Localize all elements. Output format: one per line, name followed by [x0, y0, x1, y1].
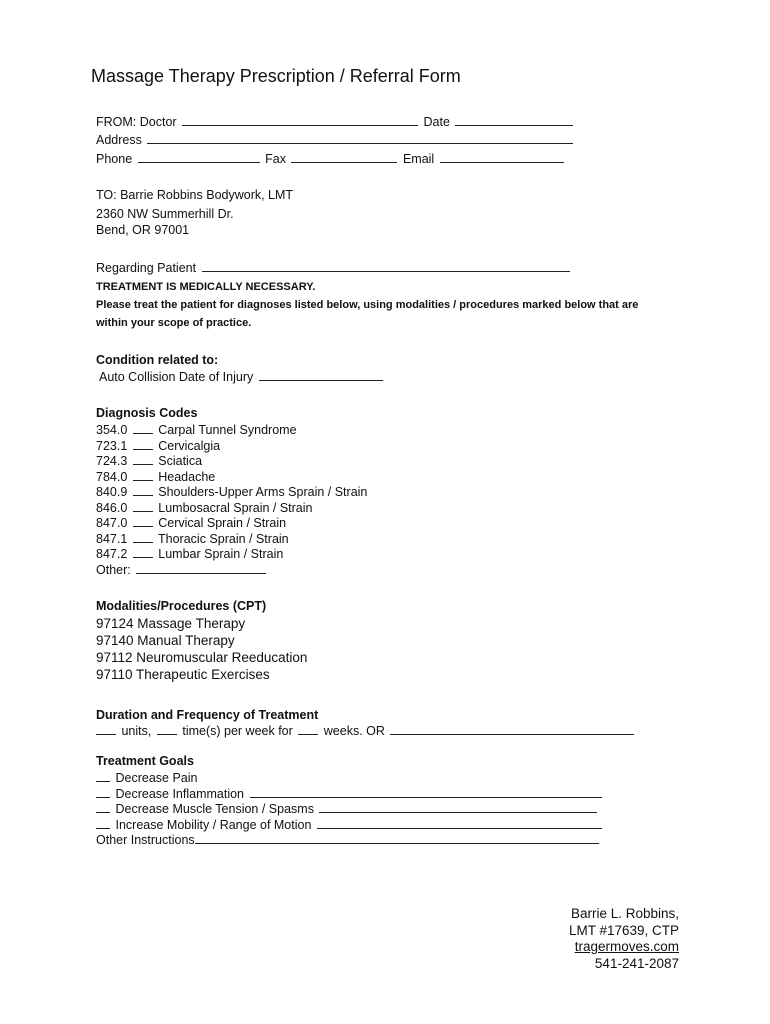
goal-check[interactable]: [96, 770, 110, 782]
diagnosis-desc: Cervical Sprain / Strain: [158, 516, 287, 530]
goal-label: Decrease Pain: [115, 771, 198, 785]
diagnosis-desc: Lumbosacral Sprain / Strain: [158, 500, 313, 515]
diagnosis-check[interactable]: [133, 515, 153, 527]
contact-row: [96, 151, 566, 167]
diagnosis-code: 846.0: [96, 500, 128, 515]
goal-check[interactable]: [96, 817, 110, 829]
diagnosis-desc: Headache: [158, 469, 216, 484]
necessity-line-3: within your scope of practice.: [96, 317, 252, 329]
diagnosis-heading: Diagnosis Codes: [96, 406, 198, 420]
signature-credentials: LMT #17639, CTP: [568, 922, 679, 938]
diagnosis-check[interactable]: [133, 484, 153, 496]
diagnosis-code: 724.3: [96, 454, 128, 468]
date-label: Date: [423, 115, 450, 129]
other-instructions-field[interactable]: [195, 832, 599, 844]
diagnosis-row: [96, 531, 367, 547]
diagnosis-check[interactable]: [133, 438, 153, 450]
signature-phone: 541-241-2087: [594, 955, 679, 971]
goal-row: [96, 786, 604, 802]
goal-notes-field[interactable]: [317, 817, 602, 829]
diagnosis-code: 840.9: [96, 485, 128, 499]
modality-item: 97140 Manual Therapy: [96, 633, 235, 648]
diagnosis-code: 847.1: [96, 531, 128, 546]
goal-notes-field[interactable]: [250, 786, 602, 798]
diagnosis-row: [96, 453, 367, 469]
diagnosis-desc: Sciatica: [158, 454, 203, 468]
modalities-heading: Modalities/Procedures (CPT): [96, 599, 267, 613]
diagnosis-row: [96, 500, 367, 516]
other-instructions-row: [96, 832, 604, 848]
goal-row: [96, 817, 604, 833]
modality-item: 97112 Neuromuscular Reeducation: [96, 650, 308, 665]
diagnosis-code: 847.2: [96, 547, 128, 561]
diagnosis-row: [96, 422, 367, 438]
email-field[interactable]: [440, 151, 564, 163]
modalities-list: [96, 615, 307, 683]
doctor-label: FROM: Doctor: [96, 115, 177, 129]
website-link[interactable]: tragermoves.com: [574, 939, 679, 954]
signature-block: [569, 906, 679, 972]
diagnosis-desc: Shoulders-Upper Arms Sprain / Strain: [158, 485, 368, 499]
diagnosis-code: 847.0: [96, 516, 128, 530]
condition-item: Auto Collision Date of Injury: [99, 370, 254, 384]
diagnosis-other-field[interactable]: [136, 562, 266, 574]
email-label: Email: [402, 152, 435, 166]
goal-check[interactable]: [96, 786, 110, 798]
diagnosis-desc: Carpal Tunnel Syndrome: [158, 423, 297, 437]
goal-label: Decrease Muscle Tension / Spasms: [115, 802, 314, 816]
diagnosis-row: [96, 546, 367, 562]
diagnosis-check[interactable]: [133, 546, 153, 558]
form-title: Massage Therapy Prescription / Referral Form: [91, 66, 461, 86]
units-label: units,: [121, 724, 152, 738]
goal-notes-field[interactable]: [319, 801, 597, 813]
condition-row: [99, 369, 385, 385]
goal-label: Decrease Inflammation: [115, 786, 245, 801]
fax-label: Fax: [265, 152, 286, 166]
to-line-2: 2360 NW Summerhill Dr.: [96, 207, 234, 221]
diagnosis-desc: Cervicalgia: [158, 438, 221, 453]
times-label: time(s) per week for: [182, 724, 293, 738]
times-field[interactable]: [157, 723, 177, 735]
diagnosis-row: [96, 515, 367, 531]
necessity-line-2: Please treat the patient for diagnoses listed below, using modalities / procedures marked below that are: [96, 299, 639, 311]
diagnosis-check[interactable]: [133, 500, 153, 512]
injury-date-field[interactable]: [259, 369, 383, 381]
goal-label: Increase Mobility / Range of Motion: [115, 817, 312, 832]
address-label: Address: [96, 133, 142, 147]
regarding-row: [96, 260, 572, 276]
necessity-line-1: TREATMENT IS MEDICALLY NECESSARY.: [96, 281, 316, 293]
goals-list: [96, 770, 604, 848]
diagnosis-check[interactable]: [133, 531, 153, 543]
date-field[interactable]: [455, 114, 573, 126]
signature-name: Barrie L. Robbins,: [570, 906, 679, 921]
diagnosis-code: 784.0: [96, 469, 128, 484]
goal-row: [96, 770, 604, 786]
goals-heading: Treatment Goals: [96, 754, 194, 768]
diagnosis-desc: Lumbar Sprain / Strain: [158, 547, 284, 561]
to-line-3: Bend, OR 97001: [96, 223, 190, 237]
diagnosis-check[interactable]: [133, 469, 153, 481]
diagnosis-row: [96, 469, 367, 485]
diagnosis-row: [96, 484, 367, 500]
weeks-field[interactable]: [298, 723, 318, 735]
other-instructions-label: Other Instructions: [96, 833, 195, 847]
duration-other-field[interactable]: [390, 723, 634, 735]
from-doctor-row: [96, 114, 575, 130]
duration-heading: Duration and Frequency of Treatment: [96, 708, 319, 722]
regarding-label: Regarding Patient: [96, 261, 197, 275]
diagnosis-check[interactable]: [133, 422, 153, 434]
units-field[interactable]: [96, 723, 116, 735]
diagnosis-other-row: [96, 562, 367, 578]
diagnosis-row: [96, 438, 367, 454]
address-field[interactable]: [147, 132, 573, 144]
diagnosis-code: 354.0: [96, 423, 128, 437]
diagnosis-list: [96, 422, 367, 577]
weeks-label: weeks. OR: [323, 724, 385, 738]
diagnosis-code: 723.1: [96, 438, 128, 453]
phone-field[interactable]: [138, 151, 260, 163]
doctor-field[interactable]: [182, 114, 418, 126]
phone-label: Phone: [96, 152, 133, 166]
diagnosis-other-label: Other:: [96, 562, 131, 577]
to-line-1: TO: Barrie Robbins Bodywork, LMT: [96, 188, 294, 202]
modality-item: 97124 Massage Therapy: [96, 616, 246, 631]
goal-check[interactable]: [96, 801, 110, 813]
fax-field[interactable]: [291, 151, 397, 163]
condition-heading: Condition related to:: [96, 353, 219, 367]
diagnosis-desc: Thoracic Sprain / Strain: [158, 531, 289, 546]
modality-item: 97110 Therapeutic Exercises: [96, 667, 270, 682]
address-row: [96, 132, 575, 148]
goal-row: [96, 801, 604, 817]
diagnosis-check[interactable]: [133, 453, 153, 465]
duration-row: [96, 723, 636, 739]
patient-field[interactable]: [202, 260, 570, 272]
